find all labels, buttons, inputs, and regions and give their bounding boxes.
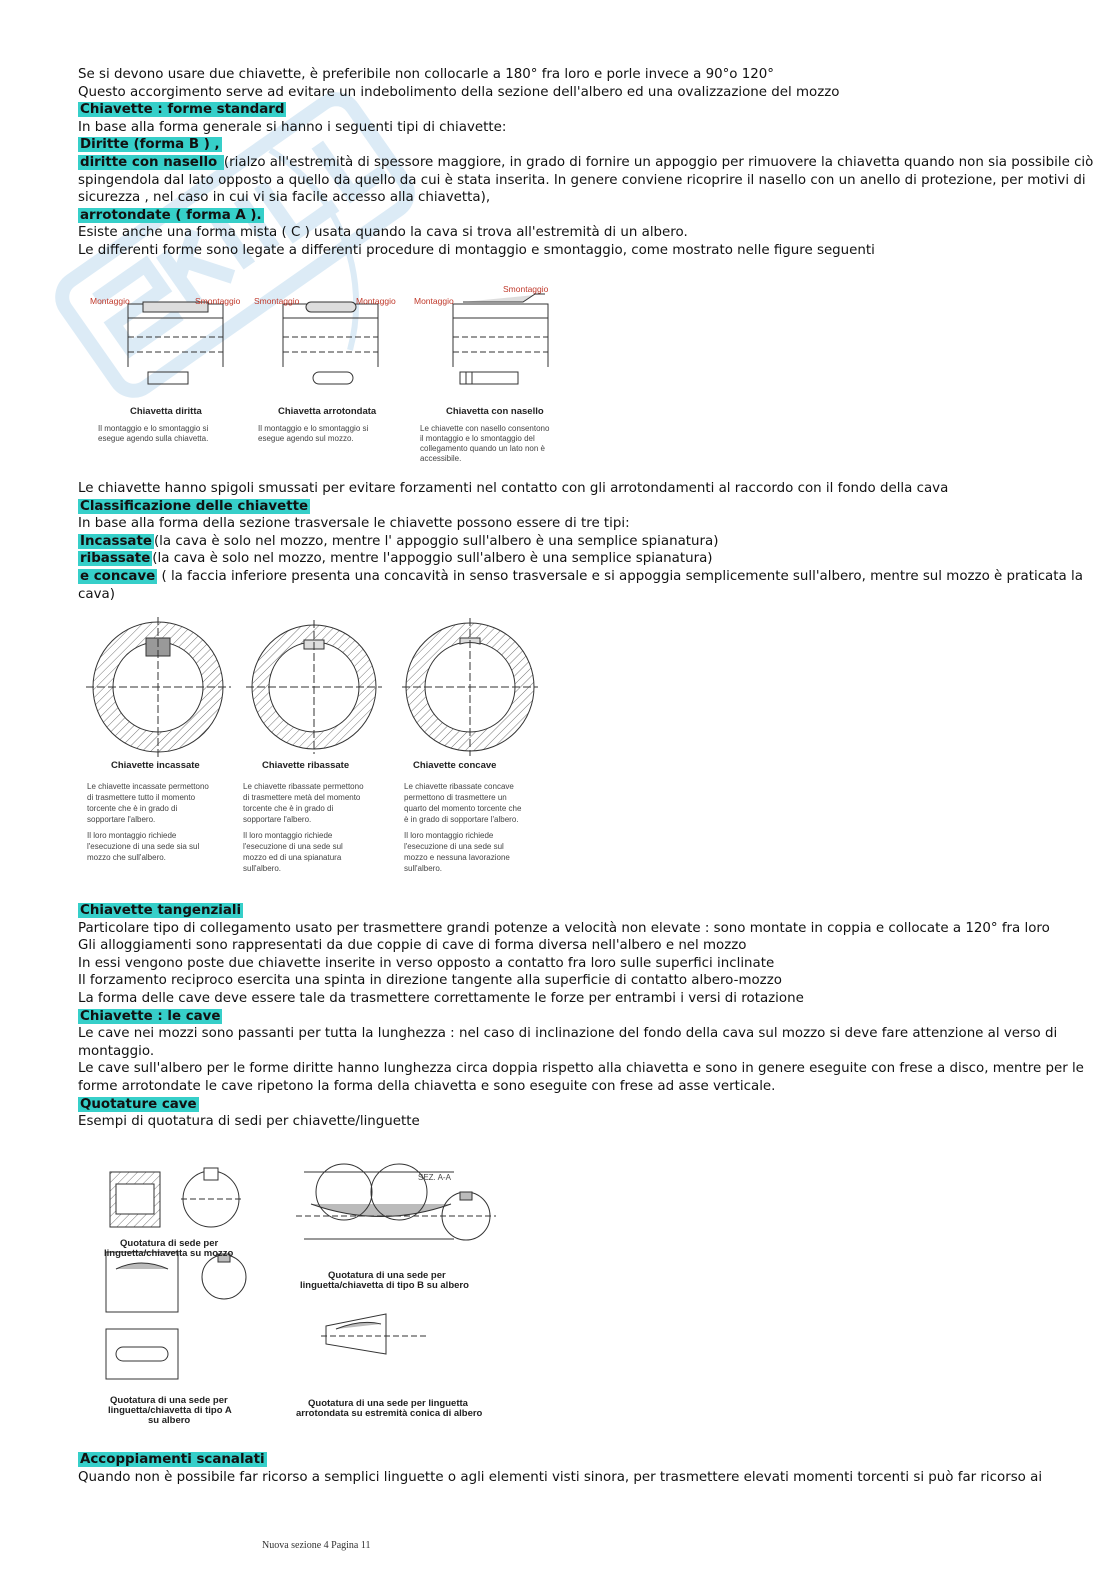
classif-line-1: In base alla forma della sezione trasversale le chiavette possono essere di tre tipi:: [78, 516, 630, 532]
label-nasello: diritte con nasello: [80, 154, 222, 170]
forme-line-2: Esiste anche una forma mista ( C ) usata quando la cava si trova all'estremità di un albero.: [78, 225, 688, 241]
fig2-c2-5: l'esecuzione di una sede sul: [243, 842, 343, 851]
fig1-desc-1b: esegue agendo sulla chiavetta.: [98, 434, 209, 443]
fig2-c3-7: sull'albero.: [404, 864, 442, 873]
tangenziali-block: [78, 902, 1098, 1131]
fig2-c3-2: quarto del momento torcente che: [404, 804, 522, 813]
fig2-cap-incassate: Chiavette incassate: [111, 760, 200, 771]
fig1-montaggio-2: Montaggio: [356, 296, 396, 306]
fig1-desc-3a: Le chiavette con nasello consentono: [420, 424, 550, 433]
fig2-cap-ribassate: Chiavette ribassate: [262, 760, 350, 771]
fig2-c2-4: Il loro montaggio richiede: [243, 831, 333, 840]
heading-scanalati: Accoppiamenti scanalati: [80, 1452, 265, 1467]
label-diritte: Diritte (forma B ) ,: [80, 137, 220, 153]
figure-forme-chiavette: [88, 282, 588, 472]
fig2-c1-0: Le chiavette incassate permettono: [87, 782, 209, 791]
heading-quotature: Quotature cave: [80, 1096, 197, 1112]
label-incassate: Incassate: [80, 533, 152, 549]
tang-line-2: Gli alloggiamenti sono rappresentati da due coppie di cave di forma diversa nell'albero e nel mozzo: [78, 938, 747, 954]
fig1-desc-2a: Il montaggio e lo smontaggio si: [258, 424, 369, 433]
fig1-desc-3d: accessibile.: [420, 454, 462, 463]
figure-sezioni-chiavette: [86, 612, 566, 882]
fig2-desc-col-2: [243, 782, 364, 873]
heading-forme-standard: Chiavette : forme standard: [80, 102, 285, 118]
cave-para-2: Le cave sull'albero per le forme diritte hanno lunghezza circa doppia rispetto alla chiavetta e sono in genere eseguite con frese a disco, mentre per le forme arrotondate le cave ripetono la forma della chiavetta e sono eseguite con frese ad asse verticale.: [78, 1061, 1084, 1094]
fig2-c2-1: di trasmettere metà del momento: [243, 793, 361, 802]
heading-classificazione: Classificazione delle chiavette: [80, 498, 309, 514]
fig3-cap4a: Quotatura di una sede per linguetta: [308, 1398, 468, 1409]
cave-para-1: Le cave nei mozzi sono passanti per tutta la lunghezza : nel caso di inclinazione del fondo della cava sul mozzo si deve fare attenzione al verso di montaggio.: [78, 1026, 1058, 1059]
tang-line-5: La forma delle cave deve essere tale da trasmettere correttamente le forze per entrambi i versi di rotazione: [78, 990, 804, 1006]
fig1-montaggio-3: Montaggio: [414, 296, 454, 306]
fig2-c2-3: sopportare l'albero.: [243, 815, 312, 824]
fig1-cap-arrotondata: Chiavetta arrotondata: [278, 406, 377, 417]
fig1-cap-nasello: Chiavetta con nasello: [446, 406, 544, 417]
concave-text: ( la faccia inferiore presenta una concavità in senso trasversale e si appoggia semplicemente sull'albero, mentre sul mozzo è praticata la cava): [78, 568, 1083, 602]
fig2-c3-3: è in grado di sopportare l'albero.: [404, 815, 519, 824]
fig2-desc-col-1: [87, 782, 209, 862]
fig1-smontaggio-2: Smontaggio: [254, 296, 300, 306]
intro-block: [78, 66, 1098, 260]
fig2-c2-2: torcente che è in grado di: [243, 804, 334, 813]
fig1-montaggio-1: Montaggio: [90, 296, 130, 306]
heading-tangenziali: Chiavette tangenziali: [80, 903, 242, 918]
fig1-desc-3c: collegamento quando un lato non è: [420, 444, 545, 453]
fig1-desc-1a: Il montaggio e lo smontaggio si: [98, 424, 209, 433]
fig2-desc-col-3: [404, 782, 522, 873]
fig2-cap-concave: Chiavette concave: [413, 760, 497, 771]
tang-line-3: In essi vengono poste due chiavette inserite in verso opposto a contatto fra loro sulle superfici inclinate: [78, 955, 775, 971]
classif-line-0: Le chiavette hanno spigoli smussati per evitare forzamenti nel contatto con gli arrotondamenti al raccordo con il fondo della cava: [78, 481, 949, 496]
fig3-cap1a: Quotatura di sede per: [120, 1238, 219, 1249]
ribassate-text: (la cava è solo nel mozzo, mentre l'appoggio sull'albero è una semplice spianatura): [152, 551, 713, 567]
fig3-cap3c: su albero: [148, 1415, 191, 1426]
intro-line-1: Se si devono usare due chiavette, è preferibile non collocarle a 180° fra loro e porle invece a 90°o 120°: [78, 67, 775, 82]
fig3-cap3b: linguetta/chiavetta di tipo A: [108, 1405, 232, 1416]
fig2-c3-1: permettono di trasmettere un: [404, 793, 507, 802]
fig2-c1-4: Il loro montaggio richiede: [87, 831, 177, 840]
scan-line-1: Quando non è possibile far ricorso a semplici linguette o agli elementi visti sinora, per trasmettere elevati momenti torcenti si può far ricorso ai: [78, 1469, 1043, 1485]
figure-quotature: [96, 1154, 506, 1429]
fig2-c1-1: di trasmettere tutto il momento: [87, 793, 196, 802]
fig2-c2-6: mozzo ed di una spianatura: [243, 853, 342, 862]
fig2-c1-6: mozzo che sull'albero.: [87, 853, 166, 862]
fig2-c1-5: l'esecuzione di una sede sia sul: [87, 842, 200, 851]
classif-block: [78, 480, 1098, 603]
nasello-text: (rialzo all'estremità di spessore maggiore, in grado di fornire un appoggio per rimuovere la chiavetta quando non sia possibile ciò spingendola dal lato opposto a quello da quello da cui è stata inserita. In genere conviene ricoprire il nasello con un anello di protezione, per motivi di sicurezza , nel caso in cui vi sia facile accesso alla chiavetta),: [78, 154, 1094, 206]
label-arrotondate: arrotondate ( forma A ).: [80, 207, 262, 223]
fig2-c3-0: Le chiavette ribassate concave: [404, 782, 514, 791]
fig1-smontaggio-1: Smontaggio: [195, 296, 241, 306]
incassate-text: (la cava è solo nel mozzo, mentre l' appoggio sull'albero è una semplice spianatura): [153, 533, 719, 549]
fig1-cap-diritta: Chiavetta diritta: [130, 406, 202, 417]
quot-line-1: Esempi di quotatura di sedi per chiavette/linguette: [78, 1114, 420, 1130]
fig1-smontaggio-3: Smontaggio: [503, 284, 549, 294]
tang-line-4: Il forzamento reciproco esercita una spinta in direzione tangente alla superficie di contatto albero-mozzo: [78, 973, 782, 989]
fig2-c2-0: Le chiavette ribassate permettono: [243, 782, 364, 791]
fig2-c3-5: l'esecuzione di una sede sul: [404, 842, 504, 851]
fig2-c2-7: sull'albero.: [243, 864, 281, 873]
fig2-c3-4: Il loro montaggio richiede: [404, 831, 494, 840]
fig3-sez: SEZ. A-A: [418, 1173, 451, 1182]
label-concave: e concave: [80, 568, 156, 584]
fig1-desc-2b: esegue agendo sul mozzo.: [258, 434, 354, 443]
fig2-c1-2: torcente che è in grado di: [87, 804, 178, 813]
fig3-cap4b: arrotondata su estremità conica di albero: [296, 1408, 483, 1419]
fig3-cap1b: linguetta/chiavetta su mozzo: [104, 1248, 234, 1259]
fig2-c3-6: mozzo e nessuna lavorazione: [404, 853, 510, 862]
fig2-c1-3: sopportare l'albero.: [87, 815, 156, 824]
fig3-cap2a: Quotatura di una sede per: [328, 1270, 446, 1281]
forme-line-1: In base alla forma generale si hanno i seguenti tipi di chiavette:: [78, 119, 507, 135]
intro-line-2: Questo accorgimento serve ad evitare un indebolimento della sezione dell'albero ed una ovalizzazione del mozzo: [78, 84, 840, 100]
label-ribassate: ribassate: [80, 551, 151, 567]
fig3-cap2b: linguetta/chiavetta di tipo B su albero: [300, 1280, 469, 1291]
scanalati-block: [78, 1451, 1098, 1486]
heading-cave: Chiavette : le cave: [80, 1008, 221, 1024]
fig1-desc-3b: il montaggio e lo smontaggio del: [420, 434, 535, 443]
fig3-cap3a: Quotatura di una sede per: [110, 1395, 228, 1406]
tang-line-1: Particolare tipo di collegamento usato per trasmettere grandi potenze a velocità non elevate : sono montate in coppia e collocate a 120° fra loro: [78, 920, 1050, 936]
forme-line-3: Le differenti forme sono legate a differenti procedure di montaggio e smontaggio, come mostrato nelle figure seguenti: [78, 242, 875, 258]
page-footer: Nuova sezione 4 Pagina 11: [262, 1540, 371, 1551]
